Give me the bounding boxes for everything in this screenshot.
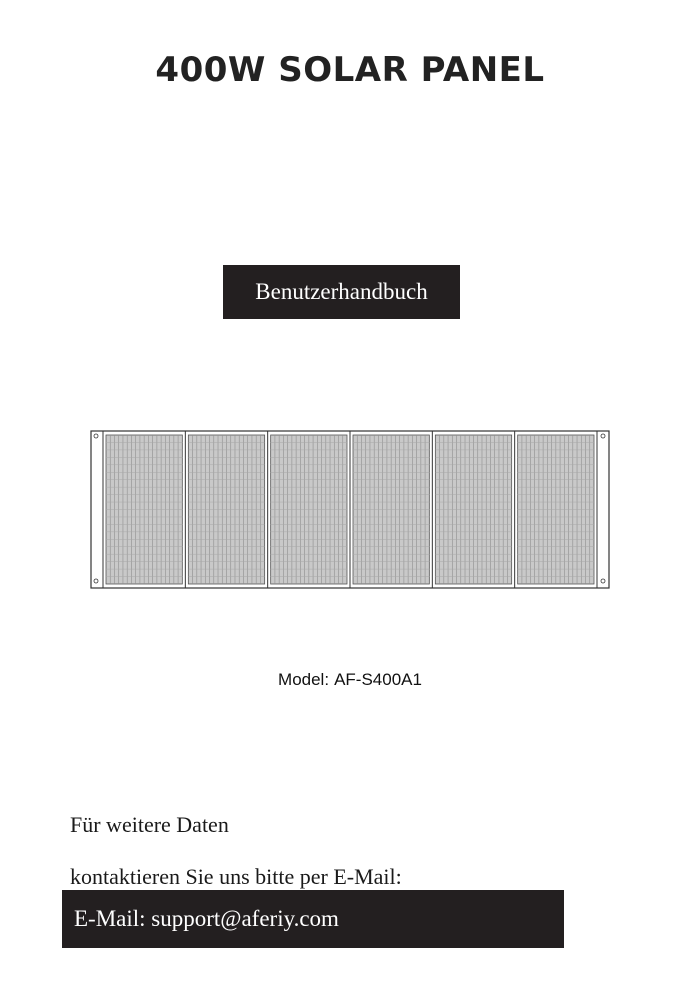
user-manual-text: Benutzerhandbuch	[255, 279, 428, 304]
solar-panel-illustration	[90, 430, 610, 590]
model-line	[0, 670, 700, 690]
contact-line-1: Für weitere Daten	[70, 812, 229, 837]
model-label: Model:	[278, 670, 330, 689]
document-title: 400W SOLAR PANEL	[155, 50, 545, 90]
email-bar	[62, 890, 564, 948]
email-text: E-Mail: support@aferiy.com	[74, 906, 339, 931]
model-number: AF-S400A1	[334, 670, 422, 689]
user-manual-label	[223, 265, 460, 319]
contact-line-2: kontaktieren Sie uns bitte per E-Mail:	[70, 864, 402, 889]
solar-panel-drawing	[90, 430, 610, 590]
